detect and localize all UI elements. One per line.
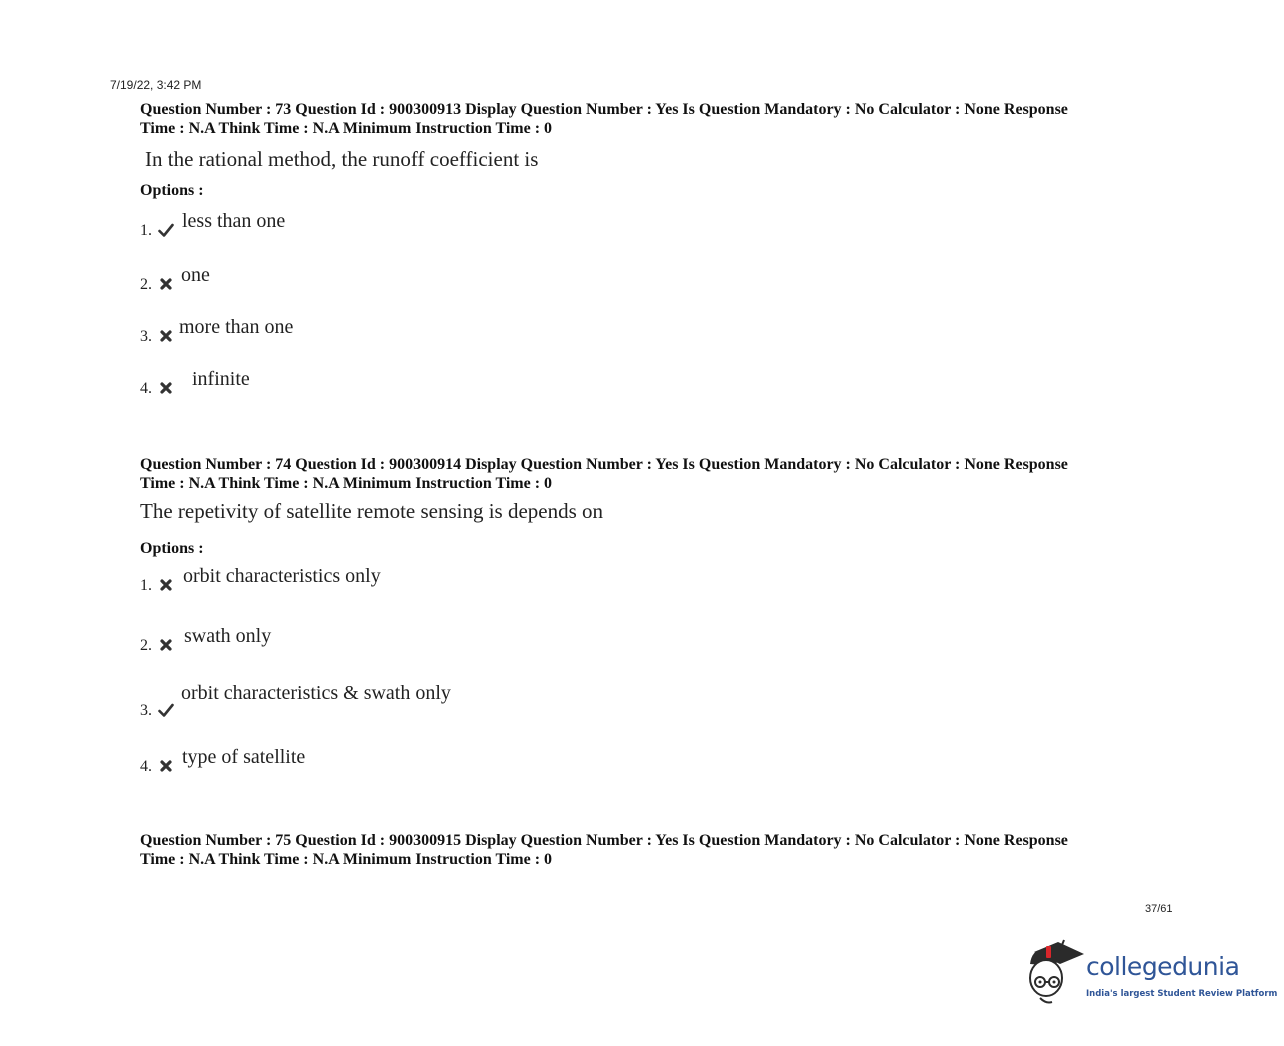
option-number: 3. <box>140 702 152 719</box>
option-number: 1. <box>140 577 152 594</box>
option-4 <box>140 368 740 398</box>
cross-icon <box>158 380 174 396</box>
check-icon <box>158 222 174 238</box>
options-label: Options : <box>140 182 204 199</box>
question-74 <box>140 455 1170 785</box>
print-timestamp: 7/19/22, 3:42 PM <box>110 78 202 92</box>
option-3 <box>140 682 740 720</box>
logo-wordmark: collegedunia <box>1086 952 1240 981</box>
question-meta-line1: Question Number : 74 Question Id : 900300914 Display Question Number : Yes Is Question Mandatory : No Calculator : None Response <box>140 456 1068 473</box>
option-text: more than one <box>179 316 294 338</box>
question-meta-line2: Time : N.A Think Time : N.A Minimum Instruction Time : 0 <box>140 120 553 137</box>
option-number: 4. <box>140 380 152 397</box>
question-meta-line1: Question Number : 73 Question Id : 900300913 Display Question Number : Yes Is Question Mandatory : No Calculator : None Response <box>140 101 1068 118</box>
question-text: The repetivity of satellite remote sensing is depends on <box>140 499 604 523</box>
options-label: Options : <box>140 540 204 557</box>
cross-icon <box>158 758 174 774</box>
check-icon <box>158 702 174 718</box>
option-number: 1. <box>140 222 152 239</box>
option-4 <box>140 746 740 776</box>
option-2 <box>140 625 740 655</box>
question-meta-line2: Time : N.A Think Time : N.A Minimum Instruction Time : 0 <box>140 475 553 492</box>
cross-icon <box>158 637 174 653</box>
cross-icon <box>158 328 174 344</box>
option-number: 3. <box>140 328 152 345</box>
question-meta-line2: Time : N.A Think Time : N.A Minimum Instruction Time : 0 <box>140 851 553 868</box>
option-text: orbit characteristics & swath only <box>181 682 451 704</box>
question-75 <box>140 831 1170 871</box>
option-text: less than one <box>182 210 286 232</box>
cross-icon <box>158 577 174 593</box>
option-1 <box>140 565 740 595</box>
option-3 <box>140 316 740 346</box>
option-number: 2. <box>140 276 152 293</box>
question-text: In the rational method, the runoff coefficient is <box>145 147 539 171</box>
collegedunia-logo <box>1024 938 1278 1010</box>
mascot-icon <box>1024 938 1088 1010</box>
option-number: 2. <box>140 637 152 654</box>
option-text: one <box>181 264 210 286</box>
option-text: type of satellite <box>182 746 306 768</box>
option-text: infinite <box>192 368 250 390</box>
option-number: 4. <box>140 758 152 775</box>
option-2 <box>140 264 740 294</box>
question-73 <box>140 100 1170 400</box>
option-text: orbit characteristics only <box>183 565 381 587</box>
option-text: swath only <box>184 625 272 647</box>
cross-icon <box>158 276 174 292</box>
question-meta-line1: Question Number : 75 Question Id : 900300915 Display Question Number : Yes Is Question Mandatory : No Calculator : None Response <box>140 832 1068 849</box>
option-1 <box>140 210 740 240</box>
page-number: 37/61 <box>1145 903 1173 915</box>
logo-tagline: India's largest Student Review Platform <box>1086 989 1278 999</box>
